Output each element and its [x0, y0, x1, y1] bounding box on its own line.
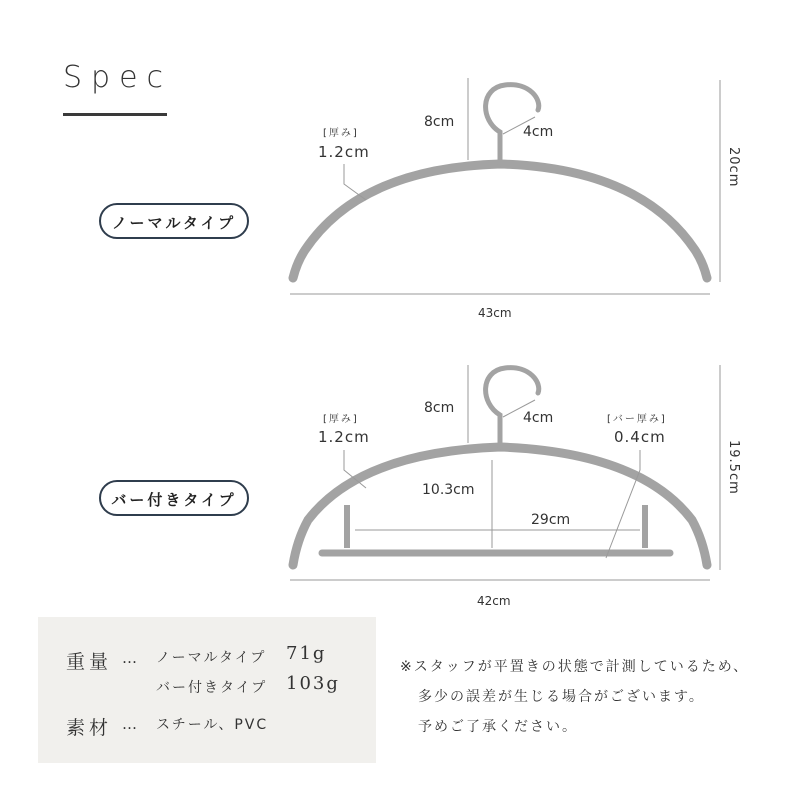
note-line-2: 多少の誤差が生じる場合がございます。 [418, 689, 705, 705]
bar-width-value: 29cm [531, 512, 571, 528]
spec-info-box [38, 617, 376, 763]
normal-thickness-value: 1.2cm [318, 143, 370, 161]
bar-hanger-illustration [293, 368, 707, 565]
normal-type-pill: ノーマルタイプ [99, 203, 249, 239]
bar-thickness-label: [厚み] [323, 414, 359, 425]
weight-bar-type: バー付きタイプ [156, 680, 268, 696]
material-heading: 素材 [66, 717, 113, 739]
page-title: Spec [63, 60, 173, 95]
normal-total-height-value: 20cm [726, 147, 741, 188]
bar-hook-height-value: 8cm [424, 400, 455, 416]
note-line-1: ※スタッフが平置きの状態で計測しているため、 [400, 659, 750, 675]
bar-hanger-hook [486, 368, 539, 447]
bar-inner-height-value: 10.3cm [422, 482, 475, 498]
normal-width-value: 43cm [478, 306, 512, 320]
material-dots: … [122, 715, 138, 733]
bar-total-height-value: 19.5cm [726, 440, 741, 495]
bar-overall-width-value: 42cm [477, 594, 511, 608]
normal-hanger-body [293, 164, 707, 278]
material-value: スチール、PVC [156, 717, 269, 733]
weight-dots: … [122, 649, 138, 667]
bar-hook-width-value: 4cm [523, 410, 554, 426]
weight-heading: 重量 [66, 651, 113, 673]
bar-type-pill: バー付きタイプ [99, 480, 249, 516]
bar-bar-thickness-label: [バー厚み] [607, 414, 667, 425]
normal-hook-width-value: 4cm [523, 124, 554, 140]
bar-bar-thickness-value: 0.4cm [614, 428, 666, 446]
normal-hanger-illustration [293, 85, 707, 278]
weight-bar-value: 103g [286, 673, 340, 694]
weight-normal-value: 71g [286, 643, 327, 664]
normal-thickness-label: [厚み] [323, 128, 359, 139]
bar-thickness-value: 1.2cm [318, 428, 370, 446]
weight-normal-type: ノーマルタイプ [156, 650, 267, 666]
normal-hook-height-value: 8cm [424, 114, 455, 130]
note-line-3: 予めご了承ください。 [418, 719, 578, 735]
